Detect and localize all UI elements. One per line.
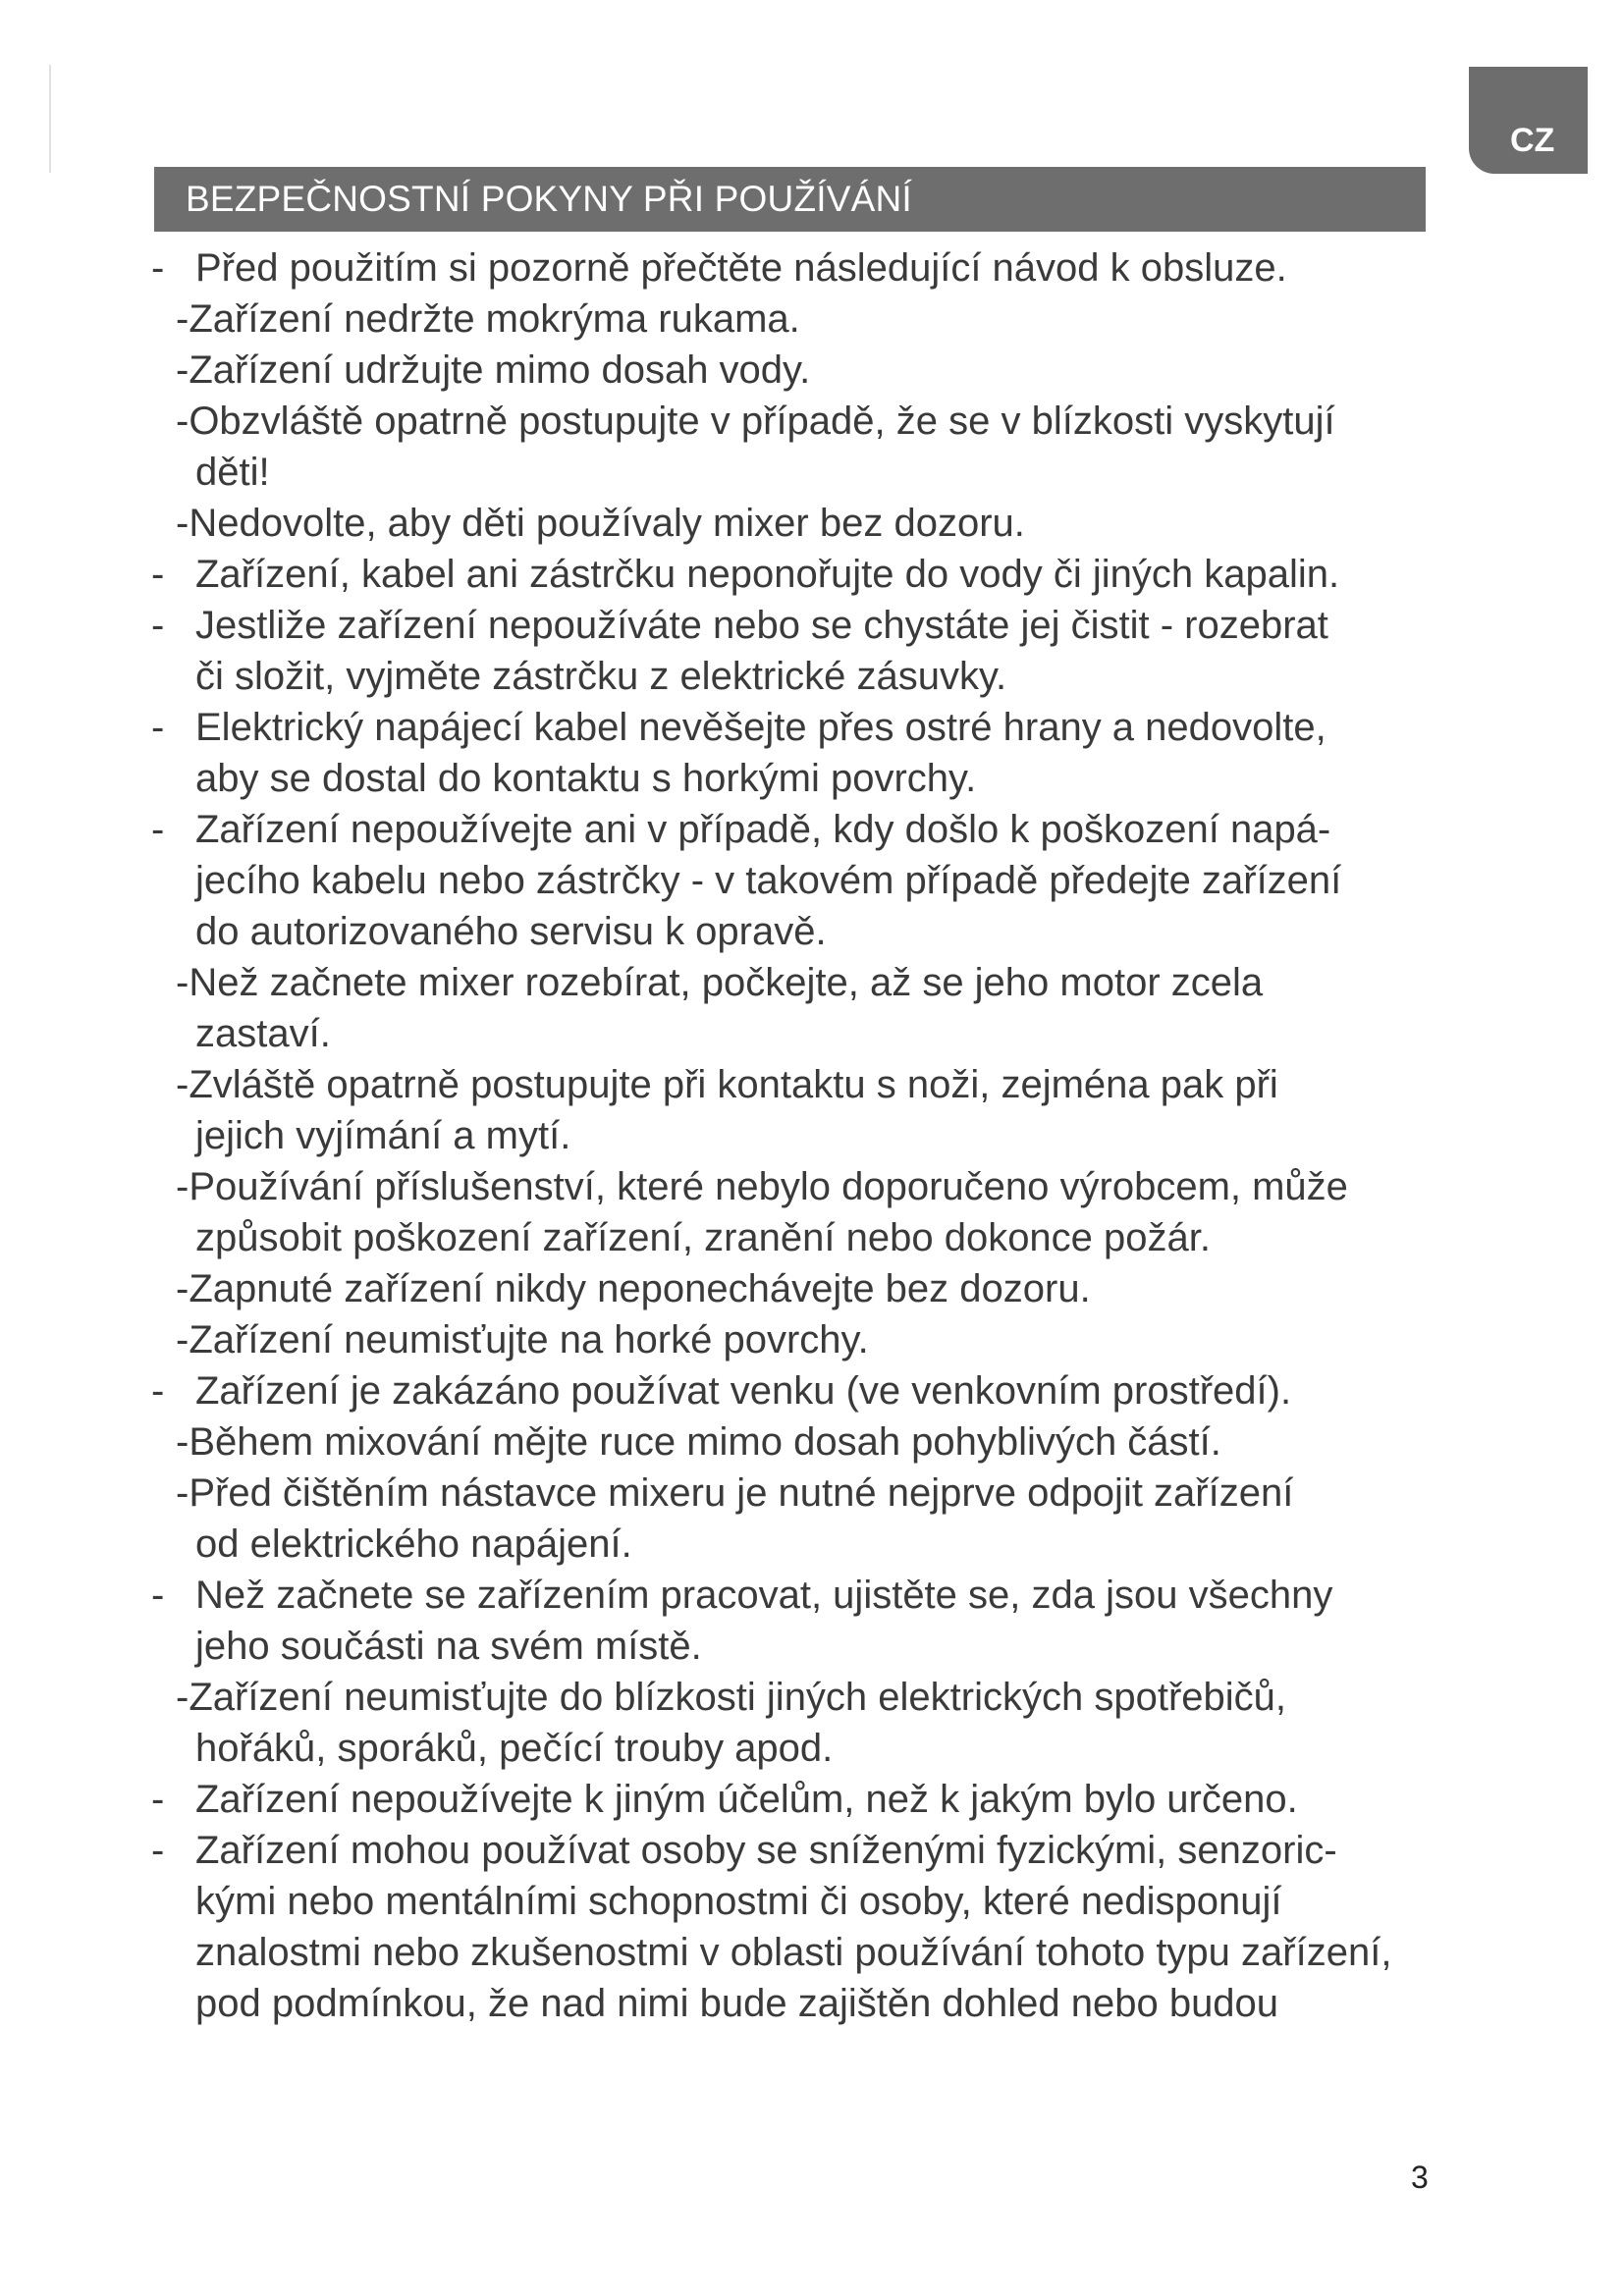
- list-line: -Během mixování mějte ruce mimo dosah pohyblivých částí.: [176, 1420, 1221, 1464]
- list-line: hořáků, sporáků, pečící trouby apod.: [195, 1727, 834, 1770]
- list-line: jejich vyjímání a mytí.: [195, 1114, 571, 1157]
- list-line: -Nedovolte, aby děti používaly mixer bez dozoru.: [176, 502, 1025, 545]
- list-line: Jestliže zařízení nepoužíváte nebo se chystáte jej čistit - rozebrat: [195, 604, 1328, 647]
- list-line: jeho součásti na svém místě.: [195, 1625, 702, 1668]
- language-tab: [1469, 67, 1588, 174]
- list-line: od elektrického napájení.: [195, 1522, 632, 1566]
- list-line: Zařízení nepoužívejte k jiným účelům, než k jakým bylo určeno.: [195, 1778, 1298, 1821]
- list-line: jecího kabelu nebo zástrčky - v takovém případě předejte zařízení: [195, 859, 1342, 902]
- list-line: -Než začnete mixer rozebírat, počkejte, až se jeho motor zcela: [176, 961, 1264, 1004]
- list-line: Zařízení nepoužívejte ani v případě, kdy došlo k poškození napá-: [195, 808, 1331, 851]
- section-title: BEZPEČNOSTNÍ POKYNY PŘI POUŽÍVÁNÍ: [186, 179, 912, 219]
- list-line: zastaví.: [195, 1012, 331, 1055]
- list-dash: -: [151, 808, 165, 851]
- list-line: Než začnete se zařízením pracovat, ujistěte se, zda jsou všechny: [195, 1574, 1333, 1617]
- list-dash: -: [151, 1574, 165, 1617]
- list-dash: -: [151, 1829, 165, 1872]
- list-line: Zařízení, kabel ani zástrčku neponořujte do vody či jiných kapalin.: [195, 553, 1340, 596]
- list-line: -Zařízení neumisťujte na horké povrchy.: [176, 1318, 869, 1362]
- list-line: -Zařízení neumisťujte do blízkosti jiných elektrických spotřebičů,: [176, 1676, 1287, 1719]
- list-dash: -: [151, 604, 165, 647]
- list-line: -Zapnuté zařízení nikdy neponechávejte bez dozoru.: [176, 1267, 1091, 1310]
- list-line: pod podmínkou, že nad nimi bude zajištěn dohled nebo budou: [195, 1982, 1279, 2025]
- list-line: způsobit poškození zařízení, zranění nebo dokonce požár.: [195, 1216, 1212, 1259]
- list-line: -Používání příslušenství, které nebylo doporučeno výrobcem, může: [176, 1165, 1348, 1208]
- list-line: znalostmi nebo zkušenostmi v oblasti používání tohoto typu zařízení,: [195, 1931, 1392, 1974]
- list-line: kými nebo mentálními schopnostmi či osoby, které nedisponují: [195, 1880, 1282, 1923]
- section-header: [154, 167, 1426, 232]
- list-line: či složit, vyjměte zástrčku z elektrické zásuvky.: [195, 655, 1007, 698]
- list-dash: -: [151, 1369, 165, 1413]
- language-code: CZ: [1510, 122, 1555, 159]
- list-line: -Obzvláště opatrně postupujte v případě, že se v blízkosti vyskytují: [176, 400, 1335, 443]
- list-line: do autorizovaného servisu k opravě.: [195, 910, 827, 953]
- list-line: děti!: [195, 451, 270, 494]
- list-dash: -: [151, 246, 165, 290]
- list-line: Zařízení je zakázáno používat venku (ve venkovním prostředí).: [195, 1369, 1292, 1413]
- list-line: -Zařízení udržujte mimo dosah vody.: [176, 348, 811, 392]
- list-dash: -: [151, 706, 165, 749]
- list-line: aby se dostal do kontaktu s horkými povrchy.: [195, 757, 977, 800]
- list-dash: -: [151, 1778, 165, 1821]
- list-line: Před použitím si pozorně přečtěte následující návod k obsluze.: [195, 246, 1287, 290]
- list-dash: -: [151, 553, 165, 596]
- page-number: 3: [1411, 2160, 1429, 2195]
- list-line: -Zařízení nedržte mokrýma rukama.: [176, 297, 800, 341]
- list-line: Zařízení mohou používat osoby se sníženými fyzickými, senzoric-: [195, 1829, 1337, 1872]
- list-line: -Před čištěním nástavce mixeru je nutné nejprve odpojit zařízení: [176, 1471, 1294, 1515]
- page-margin-line: [49, 65, 51, 173]
- list-line: Elektrický napájecí kabel nevěšejte přes ostré hrany a nedovolte,: [195, 706, 1326, 749]
- list-line: -Zvláště opatrně postupujte při kontaktu s noži, zejména pak při: [176, 1063, 1278, 1106]
